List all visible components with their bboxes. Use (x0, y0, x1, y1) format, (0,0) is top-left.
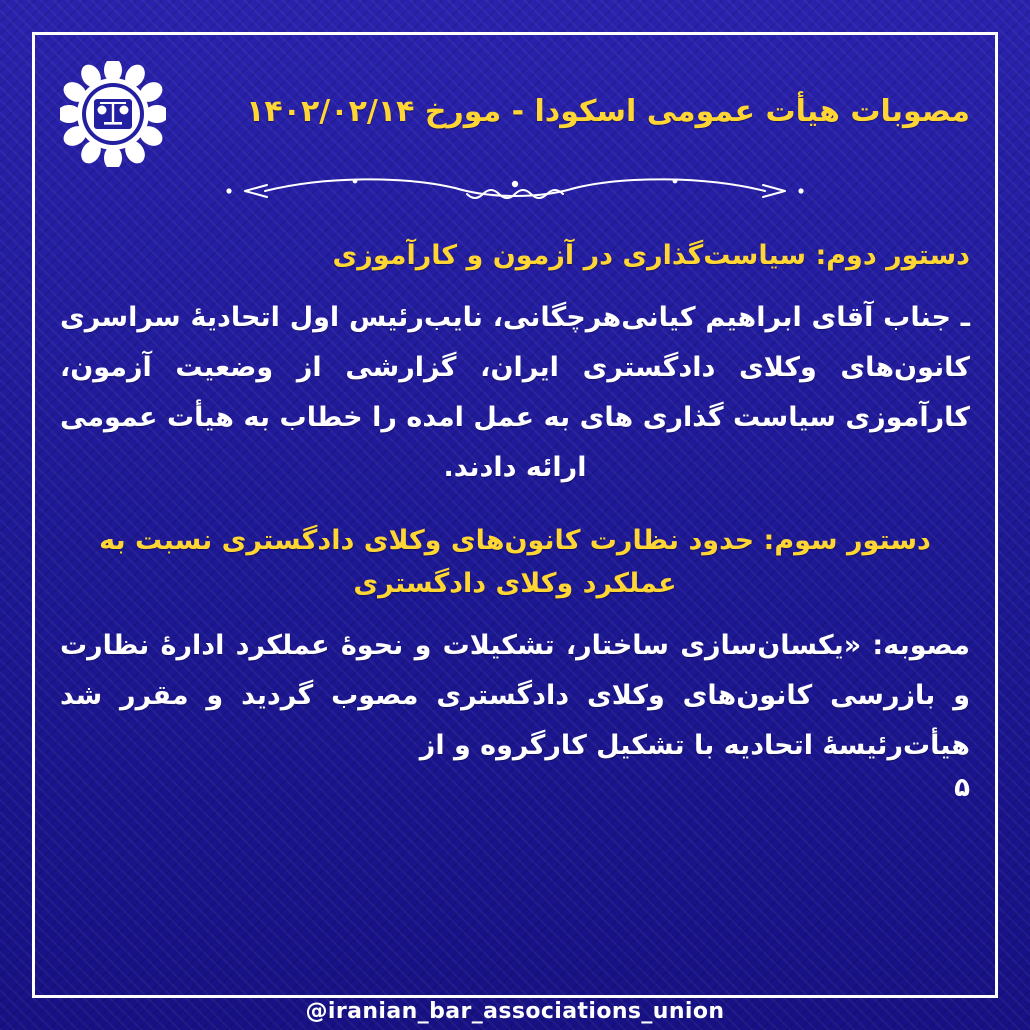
page-number: ۵ (954, 773, 970, 804)
agenda-two-body: ـ جناب آقای ابراهیم کیانی‌هرچگانی، نایب‌رئیس اول اتحادیۀ سراسری کانون‌های وکلای دادگستری ایران، گزارشی از وضعیت آزمون، کارآموزی سیاست گذاری های به عمل امده را خطاب به هیأت عمومی ارائه دادند. (60, 302, 970, 483)
ornamental-divider (60, 174, 970, 208)
footer-handle: @iranian_bar_associations_union (305, 999, 725, 1024)
agenda-three-heading: دستور سوم: حدود نظارت کانون‌های وکلای دادگستری نسبت به عملکرد وکلای دادگستری (99, 524, 931, 600)
page-title: مصوبات هیأت عمومی اسکودا - مورخ ۱۴۰۲/۰۲/۱۴ (246, 93, 970, 129)
agenda-section-two (60, 234, 970, 493)
poster-header (60, 58, 970, 170)
agenda-two-heading: دستور دوم: سیاست‌گذاری در آزمون و کارآموزی (332, 240, 970, 271)
scuda-emblem-icon (60, 61, 166, 167)
agenda-three-body: مصوبه: «یکسان‌سازی ساختار، تشکیلات و نحوۀ عملکرد ادارۀ نظارت و بازرسی کانون‌های وکلای دادگستری مصوب گردید و مقرر شد هیأت‌رئیسۀ اتحادیه با تشکیل کارگروه و از (60, 630, 970, 762)
agenda-section-three (60, 519, 970, 803)
poster-content (60, 58, 970, 972)
